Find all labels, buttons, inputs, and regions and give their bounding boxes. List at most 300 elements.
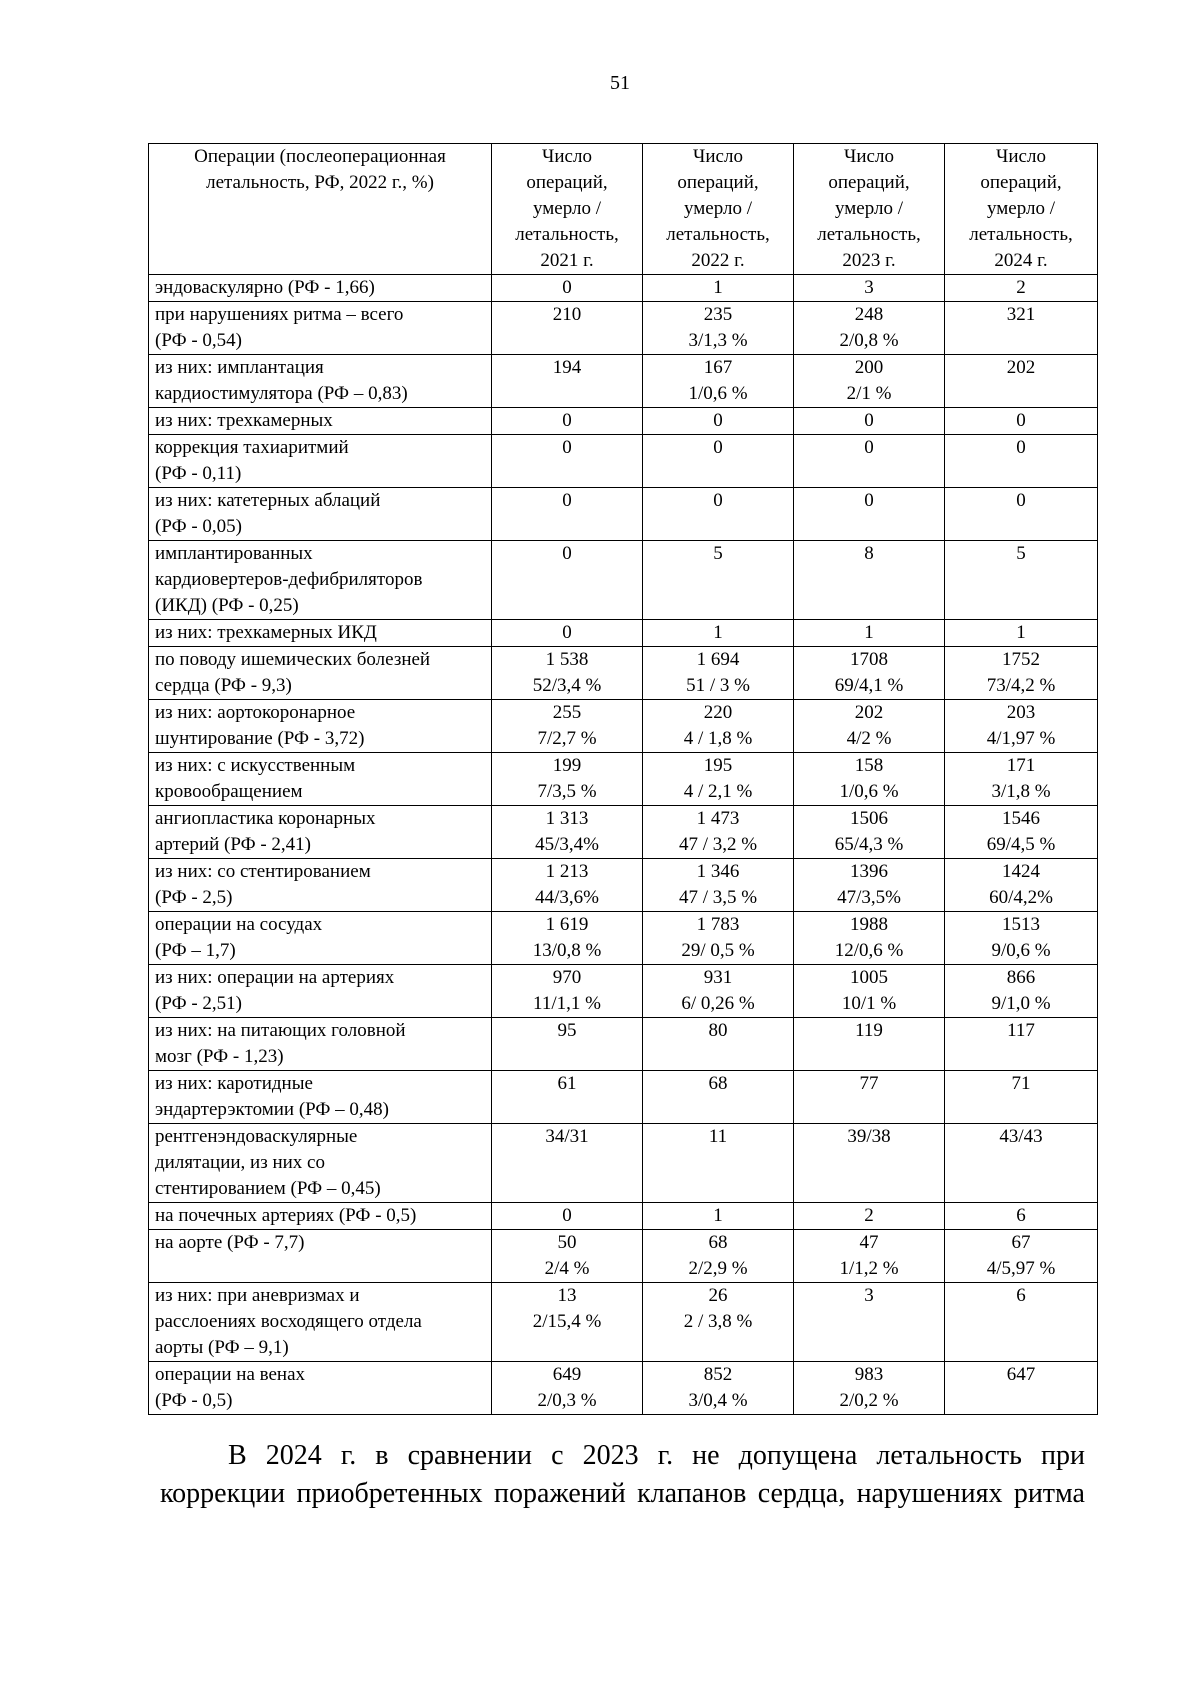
value-cell-2023: [794, 1018, 945, 1071]
operation-name-line: из них: со стентированием: [155, 861, 371, 882]
value-line: 80: [708, 1020, 728, 1041]
value-cell-2024: [945, 1018, 1098, 1071]
header-line: летальность, РФ, 2022 г., %): [206, 172, 434, 193]
value-line: 13/0,8 %: [532, 940, 602, 961]
operation-name-line: рентгенэндоваскулярные: [155, 1126, 358, 1147]
value-line: 1 213: [545, 861, 589, 882]
operation-name-line: артерий (РФ - 2,41): [155, 834, 311, 855]
operation-name-line: (РФ – 1,7): [155, 940, 236, 961]
value-line: 1546: [1002, 808, 1040, 829]
value-cell-2023: [794, 435, 945, 488]
value-cell-2022: [643, 647, 794, 700]
value-line: 9/1,0 %: [991, 993, 1051, 1014]
value-cell-2024: [945, 1203, 1098, 1230]
value-cell-2023: [794, 965, 945, 1018]
value-cell-2021: [492, 302, 643, 355]
value-line: 2/2,9 %: [688, 1258, 748, 1279]
header-year-2: [643, 144, 794, 275]
header-line: 2021 г.: [540, 250, 594, 271]
operation-name-line: эндоваскулярно (РФ - 1,66): [155, 277, 375, 298]
value-cell-2024: [945, 408, 1098, 435]
value-line: 866: [1006, 967, 1036, 988]
value-line: 0: [864, 437, 874, 458]
value-line: 1/0,6 %: [839, 781, 899, 802]
operation-name-line: из них: аортокоронарное: [155, 702, 356, 723]
table-row: [149, 355, 1098, 408]
header-line: летальность,: [969, 224, 1073, 245]
value-line: 2: [864, 1205, 874, 1226]
value-line: 52/3,4 %: [532, 675, 602, 696]
value-cell-2021: [492, 647, 643, 700]
value-line: 4/5,97 %: [986, 1258, 1056, 1279]
value-line: 1: [1016, 622, 1026, 643]
table-row: [149, 1283, 1098, 1362]
value-line: 13: [557, 1285, 577, 1306]
operation-name-line: (РФ - 2,51): [155, 993, 242, 1014]
value-line: 202: [854, 702, 884, 723]
operation-name-line: (РФ - 2,5): [155, 887, 233, 908]
value-cell-2022: [643, 302, 794, 355]
value-line: 1 783: [696, 914, 740, 935]
value-line: 29/ 0,5 %: [681, 940, 755, 961]
value-line: 0: [562, 437, 572, 458]
value-cell-2021: [492, 408, 643, 435]
operation-name-cell: [149, 620, 492, 647]
value-line: 77: [859, 1073, 879, 1094]
operation-name-cell: [149, 1230, 492, 1283]
value-line: 1 473: [696, 808, 740, 829]
operation-name-line: из них: с искусственным: [155, 755, 356, 776]
value-line: 0: [562, 1205, 572, 1226]
operation-name-cell: [149, 435, 492, 488]
operation-name-line: (РФ - 0,05): [155, 516, 242, 537]
value-line: 1506: [850, 808, 888, 829]
operation-name-line: из них: трехкамерных: [155, 410, 333, 431]
value-line: 931: [703, 967, 733, 988]
value-cell-2024: [945, 912, 1098, 965]
operation-name-line: из них: трехкамерных ИКД: [155, 622, 377, 643]
value-cell-2021: [492, 1230, 643, 1283]
value-line: 11: [708, 1126, 728, 1147]
value-line: 50: [557, 1232, 577, 1253]
value-line: 3/0,4 %: [688, 1390, 748, 1411]
header-line: умерло /: [987, 198, 1055, 219]
value-line: 117: [1007, 1020, 1035, 1041]
value-line: 0: [562, 277, 572, 298]
table-row: [149, 620, 1098, 647]
value-cell-2024: [945, 806, 1098, 859]
value-line: 43/43: [999, 1126, 1043, 1147]
value-cell-2022: [643, 355, 794, 408]
value-cell-2024: [945, 700, 1098, 753]
operation-name-line: (ИКД) (РФ - 0,25): [155, 595, 299, 616]
header-line: Число: [542, 146, 592, 167]
value-cell-2023: [794, 859, 945, 912]
operation-name-cell: [149, 355, 492, 408]
value-line: 199: [552, 755, 582, 776]
value-line: 69/4,5 %: [986, 834, 1056, 855]
operation-name-cell: [149, 1203, 492, 1230]
value-line: 4 / 1,8 %: [683, 728, 753, 749]
table-row: [149, 275, 1098, 302]
table-row: [149, 1362, 1098, 1415]
value-line: 1 346: [696, 861, 740, 882]
value-line: 7/3,5 %: [537, 781, 597, 802]
value-cell-2024: [945, 753, 1098, 806]
table-row: [149, 859, 1098, 912]
value-line: 0: [562, 490, 572, 511]
operation-name-line: кровообращением: [155, 781, 303, 802]
value-line: 210: [552, 304, 582, 325]
operation-name-line: операции на сосудах: [155, 914, 323, 935]
value-cell-2021: [492, 435, 643, 488]
header-line: умерло /: [684, 198, 752, 219]
value-cell-2021: [492, 355, 643, 408]
value-line: 0: [1016, 490, 1026, 511]
paragraph-line: В 2024 г. в сравнении с 2023 г. не допущена летальность при: [228, 1440, 1085, 1471]
value-line: 1: [713, 277, 723, 298]
operation-name-line: коррекция тахиаритмий: [155, 437, 349, 458]
operation-name-line: аорты (РФ – 9,1): [155, 1337, 289, 1358]
value-cell-2023: [794, 1362, 945, 1415]
operation-name-line: стентированием (РФ – 0,45): [155, 1178, 381, 1199]
operation-name-line: (РФ - 0,5): [155, 1390, 233, 1411]
value-line: 2/0,3 %: [537, 1390, 597, 1411]
value-cell-2024: [945, 1283, 1098, 1362]
operation-name-line: при нарушениях ритма – всего: [155, 304, 404, 325]
value-line: 3: [864, 1285, 874, 1306]
value-line: 0: [713, 410, 723, 431]
operation-name-line: по поводу ишемических болезней: [155, 649, 431, 670]
header-line: операций,: [677, 172, 759, 193]
value-line: 67: [1011, 1232, 1031, 1253]
value-line: 61: [557, 1073, 577, 1094]
operation-name-line: мозг (РФ - 1,23): [155, 1046, 284, 1067]
value-line: 1396: [850, 861, 888, 882]
operation-name-cell: [149, 806, 492, 859]
value-cell-2022: [643, 700, 794, 753]
header-line: 2023 г.: [842, 250, 896, 271]
value-cell-2023: [794, 1230, 945, 1283]
value-line: 69/4,1 %: [834, 675, 904, 696]
operation-name-cell: [149, 859, 492, 912]
value-cell-2021: [492, 806, 643, 859]
table-row: [149, 1230, 1098, 1283]
value-cell-2023: [794, 647, 945, 700]
value-cell-2023: [794, 1071, 945, 1124]
header-line: Число: [693, 146, 743, 167]
value-line: 970: [552, 967, 582, 988]
value-cell-2022: [643, 1124, 794, 1203]
value-line: 3/1,8 %: [991, 781, 1051, 802]
value-line: 649: [552, 1364, 582, 1385]
value-line: 1/1,2 %: [839, 1258, 899, 1279]
value-cell-2023: [794, 1124, 945, 1203]
value-line: 1708: [850, 649, 888, 670]
value-cell-2021: [492, 620, 643, 647]
value-cell-2022: [643, 806, 794, 859]
operation-name-line: кардиовертеров-дефибриляторов: [155, 569, 423, 590]
value-line: 200: [854, 357, 884, 378]
operation-name-cell: [149, 647, 492, 700]
value-line: 1 694: [696, 649, 740, 670]
value-line: 3/1,3 %: [688, 330, 748, 351]
value-line: 73/4,2 %: [986, 675, 1056, 696]
operation-name-line: сердца (РФ - 9,3): [155, 675, 292, 696]
table-row: [149, 435, 1098, 488]
value-line: 6: [1016, 1205, 1026, 1226]
operation-name-cell: [149, 753, 492, 806]
value-line: 321: [1006, 304, 1036, 325]
header-line: умерло /: [533, 198, 601, 219]
table-row: [149, 302, 1098, 355]
value-line: 1: [713, 622, 723, 643]
value-line: 6/ 0,26 %: [681, 993, 755, 1014]
value-line: 1988: [850, 914, 888, 935]
value-line: 0: [864, 490, 874, 511]
value-cell-2024: [945, 355, 1098, 408]
value-line: 0: [562, 543, 572, 564]
operation-name-cell: [149, 1283, 492, 1362]
operation-name-line: ангиопластика коронарных: [155, 808, 376, 829]
value-line: 60/4,2%: [989, 887, 1053, 908]
value-line: 1: [864, 622, 874, 643]
value-cell-2024: [945, 275, 1098, 302]
header-line: операций,: [828, 172, 910, 193]
header-year-3: [794, 144, 945, 275]
value-cell-2023: [794, 488, 945, 541]
value-cell-2021: [492, 1283, 643, 1362]
value-line: 1: [713, 1205, 723, 1226]
value-cell-2024: [945, 620, 1098, 647]
value-line: 71: [1011, 1073, 1031, 1094]
value-cell-2024: [945, 435, 1098, 488]
value-line: 203: [1006, 702, 1036, 723]
value-cell-2024: [945, 647, 1098, 700]
operation-name-line: расслоениях восходящего отдела: [155, 1311, 422, 1332]
value-cell-2021: [492, 965, 643, 1018]
value-cell-2021: [492, 859, 643, 912]
value-cell-2022: [643, 1362, 794, 1415]
value-cell-2022: [643, 1283, 794, 1362]
value-cell-2023: [794, 806, 945, 859]
operation-name-line: шунтирование (РФ - 3,72): [155, 728, 365, 749]
value-cell-2023: [794, 302, 945, 355]
value-line: 44/3,6%: [535, 887, 599, 908]
operation-name-line: дилятации, из них со: [155, 1152, 325, 1173]
value-line: 47/3,5%: [837, 887, 901, 908]
operation-name-cell: [149, 275, 492, 302]
value-cell-2022: [643, 965, 794, 1018]
header-line: умерло /: [835, 198, 903, 219]
operation-name-cell: [149, 302, 492, 355]
value-cell-2023: [794, 912, 945, 965]
value-cell-2021: [492, 1124, 643, 1203]
value-line: 0: [1016, 437, 1026, 458]
header-year-4: [945, 144, 1098, 275]
value-cell-2021: [492, 753, 643, 806]
table-row: [149, 1018, 1098, 1071]
value-line: 202: [1006, 357, 1036, 378]
value-line: 9/0,6 %: [991, 940, 1051, 961]
value-line: 1424: [1002, 861, 1040, 882]
operation-name-cell: [149, 965, 492, 1018]
value-cell-2021: [492, 1362, 643, 1415]
value-cell-2022: [643, 435, 794, 488]
table-row: [149, 753, 1098, 806]
value-line: 1 538: [545, 649, 589, 670]
value-line: 2/15,4 %: [532, 1311, 602, 1332]
header-line: 2022 г.: [691, 250, 745, 271]
operation-name-line: кардиостимулятора (РФ – 0,83): [155, 383, 408, 404]
operation-name-cell: [149, 1071, 492, 1124]
value-line: 2/0,2 %: [839, 1390, 899, 1411]
operation-name-line: из них: при аневризмах и: [155, 1285, 360, 1306]
value-cell-2021: [492, 912, 643, 965]
value-cell-2023: [794, 541, 945, 620]
value-line: 5: [713, 543, 723, 564]
value-cell-2022: [643, 620, 794, 647]
table-body: [149, 275, 1098, 1415]
value-cell-2024: [945, 1230, 1098, 1283]
value-cell-2024: [945, 302, 1098, 355]
value-cell-2024: [945, 488, 1098, 541]
value-cell-2022: [643, 1203, 794, 1230]
value-line: 0: [562, 410, 572, 431]
value-line: 95: [557, 1020, 577, 1041]
operation-name-cell: [149, 408, 492, 435]
table-row: [149, 647, 1098, 700]
table-row: [149, 1203, 1098, 1230]
value-cell-2021: [492, 275, 643, 302]
header-line: Число: [844, 146, 894, 167]
operation-name-line: (РФ - 0,54): [155, 330, 242, 351]
value-cell-2023: [794, 275, 945, 302]
operation-name-cell: [149, 541, 492, 620]
value-cell-2023: [794, 753, 945, 806]
value-cell-2023: [794, 1203, 945, 1230]
value-line: 852: [703, 1364, 733, 1385]
value-line: 158: [854, 755, 884, 776]
value-line: 2/4 %: [544, 1258, 590, 1279]
value-cell-2024: [945, 859, 1098, 912]
value-cell-2021: [492, 1203, 643, 1230]
value-line: 65/4,3 %: [834, 834, 904, 855]
value-line: 45/3,4%: [535, 834, 599, 855]
value-line: 51 / 3 %: [686, 675, 750, 696]
operation-name-line: из них: каротидные: [155, 1073, 313, 1094]
table-row: [149, 700, 1098, 753]
paragraph-line: коррекции приобретенных поражений клапанов сердца, нарушениях ритма: [160, 1478, 1085, 1509]
operation-name-cell: [149, 1362, 492, 1415]
header-line: операций,: [526, 172, 608, 193]
value-cell-2022: [643, 408, 794, 435]
operation-name-line: операции на венах: [155, 1364, 306, 1385]
table-row: [149, 1071, 1098, 1124]
value-line: 6: [1016, 1285, 1026, 1306]
value-cell-2024: [945, 1071, 1098, 1124]
value-line: 171: [1006, 755, 1036, 776]
table-row: [149, 1124, 1098, 1203]
operation-name-line: из них: имплантация: [155, 357, 324, 378]
value-line: 1513: [1002, 914, 1040, 935]
header-line: летальность,: [666, 224, 770, 245]
value-cell-2021: [492, 1071, 643, 1124]
table-row: [149, 488, 1098, 541]
value-line: 0: [713, 437, 723, 458]
value-line: 4/2 %: [846, 728, 892, 749]
value-line: 1005: [850, 967, 888, 988]
value-line: 4/1,97 %: [986, 728, 1056, 749]
value-cell-2021: [492, 1018, 643, 1071]
table-row: [149, 806, 1098, 859]
header-operation: [149, 144, 492, 275]
value-cell-2024: [945, 965, 1098, 1018]
value-line: 12/0,6 %: [834, 940, 904, 961]
value-line: 47 / 3,5 %: [678, 887, 758, 908]
value-cell-2022: [643, 1230, 794, 1283]
operation-name-cell: [149, 700, 492, 753]
value-cell-2024: [945, 1362, 1098, 1415]
value-cell-2022: [643, 541, 794, 620]
value-line: 4 / 2,1 %: [683, 781, 753, 802]
value-line: 8: [864, 543, 874, 564]
value-line: 34/31: [545, 1126, 589, 1147]
header-line: операций,: [980, 172, 1062, 193]
value-line: 68: [708, 1232, 728, 1253]
header-line: Операции (послеоперационная: [194, 146, 446, 167]
value-cell-2022: [643, 1018, 794, 1071]
operation-name-line: из них: операции на артериях: [155, 967, 395, 988]
value-line: 220: [703, 702, 733, 723]
value-cell-2022: [643, 753, 794, 806]
value-cell-2021: [492, 488, 643, 541]
value-cell-2023: [794, 1283, 945, 1362]
value-cell-2024: [945, 1124, 1098, 1203]
value-line: 47 / 3,2 %: [678, 834, 758, 855]
value-cell-2024: [945, 541, 1098, 620]
table-header-row: [149, 144, 1098, 275]
value-cell-2023: [794, 700, 945, 753]
table-row: [149, 408, 1098, 435]
header-line: летальность,: [817, 224, 921, 245]
operation-name-cell: [149, 488, 492, 541]
operation-name-cell: [149, 1124, 492, 1203]
value-line: 3: [864, 277, 874, 298]
operation-name-line: из них: катетерных аблаций: [155, 490, 381, 511]
value-line: 235: [703, 304, 733, 325]
value-line: 119: [855, 1020, 883, 1041]
page-number: 51: [610, 72, 630, 94]
value-line: 0: [713, 490, 723, 511]
table-row: [149, 541, 1098, 620]
value-line: 0: [562, 622, 572, 643]
header-line: 2024 г.: [994, 250, 1048, 271]
value-cell-2023: [794, 408, 945, 435]
operation-name-line: имплантированных: [155, 543, 313, 564]
body-paragraph: [160, 1437, 1085, 1513]
value-line: 1 619: [545, 914, 589, 935]
table-row: [149, 965, 1098, 1018]
value-line: 10/1 %: [841, 993, 897, 1014]
value-line: 5: [1016, 543, 1026, 564]
value-line: 68: [708, 1073, 728, 1094]
operation-name-line: из них: на питающих головной: [155, 1020, 406, 1041]
table-row: [149, 912, 1098, 965]
value-cell-2022: [643, 1071, 794, 1124]
value-cell-2022: [643, 275, 794, 302]
value-cell-2022: [643, 912, 794, 965]
